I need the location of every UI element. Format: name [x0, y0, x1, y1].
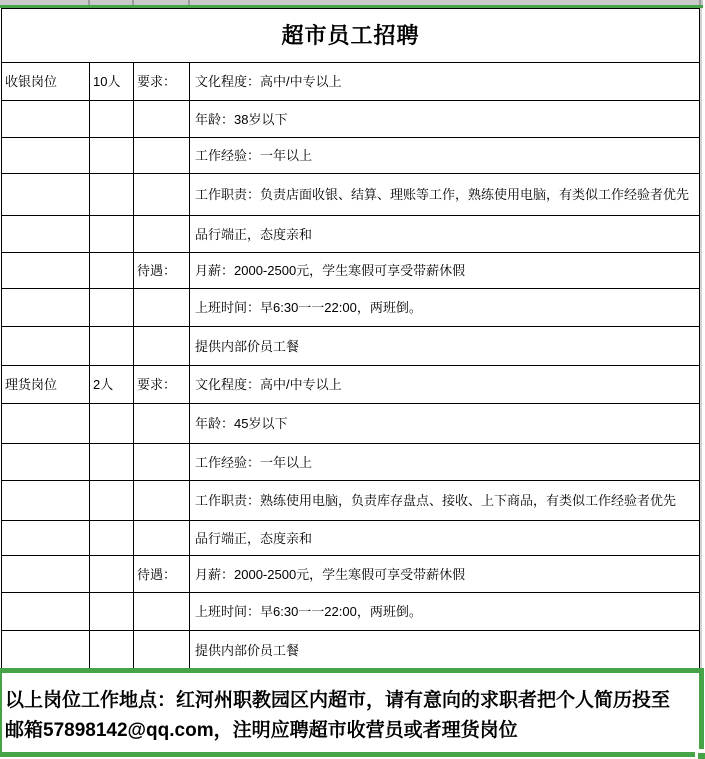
table-row	[2, 253, 699, 289]
cell-empty[interactable]	[2, 404, 90, 443]
table-row	[2, 63, 699, 101]
table-row-title	[2, 9, 699, 63]
cell-empty[interactable]	[90, 289, 134, 326]
right-gridline	[700, 8, 702, 669]
cell-empty[interactable]	[134, 289, 190, 326]
table-row	[2, 444, 699, 481]
cell-detail[interactable]: 提供内部价员工餐	[195, 642, 300, 658]
cell-empty[interactable]	[2, 174, 90, 215]
fill-handle[interactable]	[698, 753, 705, 759]
cell-empty[interactable]	[90, 593, 134, 630]
cell-empty[interactable]	[134, 444, 190, 480]
cell-empty[interactable]	[2, 556, 90, 592]
cell-empty[interactable]	[90, 631, 134, 669]
table-row	[2, 327, 699, 366]
table-row	[2, 289, 699, 327]
table-row	[2, 366, 699, 404]
cell-empty[interactable]	[134, 327, 190, 365]
cell-detail[interactable]: 年龄：45岁以下	[195, 416, 288, 431]
cell-empty[interactable]	[90, 174, 134, 215]
cell-empty[interactable]	[90, 253, 134, 288]
cell-position[interactable]: 收银岗位	[2, 63, 90, 100]
cell-headcount[interactable]: 2人	[90, 366, 134, 403]
cell-empty[interactable]	[2, 138, 90, 173]
cell-detail[interactable]: 提供内部价员工餐	[195, 338, 300, 354]
cell-empty[interactable]	[2, 101, 90, 137]
table-row	[2, 101, 699, 138]
table-row	[2, 521, 699, 556]
cell-detail[interactable]: 文化程度：高中/中专以上	[195, 377, 342, 392]
table-row	[2, 216, 699, 253]
table-row	[2, 174, 699, 216]
cell-empty[interactable]	[134, 593, 190, 630]
cell-empty[interactable]	[2, 216, 90, 252]
cell-empty[interactable]	[90, 404, 134, 443]
table-row	[2, 631, 699, 669]
cell-detail[interactable]: 工作经验：一年以上	[195, 148, 313, 163]
cell-empty[interactable]	[2, 521, 90, 555]
cell-empty[interactable]	[2, 327, 90, 365]
cell-empty[interactable]	[134, 174, 190, 215]
cell-detail[interactable]: 工作职责：负责店面收银、结算、理账等工作，熟练使用电脑，有类似工作经验者优先	[195, 187, 690, 202]
cell-empty[interactable]	[134, 521, 190, 555]
cell-empty[interactable]	[134, 631, 190, 669]
cell-empty[interactable]	[90, 327, 134, 365]
cell-label-requirement[interactable]: 要求：	[134, 366, 190, 403]
cell-empty[interactable]	[2, 289, 90, 326]
cell-empty[interactable]	[90, 216, 134, 252]
cell-detail[interactable]: 月薪：2000-2500元，学生寒假可享受带薪休假	[195, 566, 466, 582]
cell-detail[interactable]: 工作经验：一年以上	[195, 454, 313, 470]
table-row	[2, 593, 699, 631]
cell-empty[interactable]	[2, 444, 90, 480]
cell-position[interactable]: 理货岗位	[2, 366, 90, 403]
cell-empty[interactable]	[2, 481, 90, 520]
sheet-title: 超市员工招聘	[281, 23, 420, 48]
cell-empty[interactable]	[134, 216, 190, 252]
cell-empty[interactable]	[90, 444, 134, 480]
selection-border-left	[0, 668, 2, 757]
cell-detail[interactable]: 上班时间：早6:30一一22:00，两班倒。	[195, 300, 422, 315]
cell-headcount[interactable]: 10人	[90, 63, 134, 100]
table-row	[2, 138, 699, 174]
cell-detail[interactable]: 品行端正，态度亲和	[195, 530, 313, 546]
table-row	[2, 404, 699, 444]
cell-empty[interactable]	[134, 481, 190, 520]
cell-detail[interactable]: 月薪：2000-2500元，学生寒假可享受带薪休假	[195, 263, 466, 278]
table-row	[2, 481, 699, 521]
cell-empty[interactable]	[90, 521, 134, 555]
cell-detail[interactable]: 品行端正，态度亲和	[195, 226, 313, 242]
cell-detail[interactable]: 工作职责：熟练使用电脑，负责库存盘点、接收、上下商品，有类似工作经验者优先	[195, 493, 677, 508]
cell-empty[interactable]	[90, 138, 134, 173]
footer-note: 以上岗位工作地点：红河州职教园区内超市，请有意向的求职者把个人简历投至邮箱57898142@qq.com，注明应聘超市收营员或者理货岗位	[5, 690, 671, 741]
cell-empty[interactable]	[2, 631, 90, 669]
selection-border-top	[0, 668, 704, 673]
selection-border-bottom	[0, 752, 695, 757]
cell-label-requirement[interactable]: 要求：	[134, 63, 190, 100]
cell-empty[interactable]	[90, 481, 134, 520]
cell-empty[interactable]	[2, 253, 90, 288]
cell-empty[interactable]	[90, 556, 134, 592]
recruitment-table	[1, 8, 700, 670]
cell-empty[interactable]	[90, 101, 134, 137]
cell-detail[interactable]: 上班时间：早6:30一一22:00，两班倒。	[195, 604, 422, 619]
table-row	[2, 556, 699, 593]
cell-detail[interactable]: 文化程度：高中/中专以上	[195, 74, 342, 89]
cell-empty[interactable]	[134, 404, 190, 443]
cell-empty[interactable]	[2, 593, 90, 630]
cell-label-treatment[interactable]: 待遇：	[134, 253, 190, 288]
cell-empty[interactable]	[134, 138, 190, 173]
selection-border-right	[699, 668, 704, 749]
footer-cell[interactable]	[0, 673, 699, 752]
cell-empty[interactable]	[134, 101, 190, 137]
cell-label-treatment[interactable]: 待遇：	[134, 556, 190, 592]
cell-detail[interactable]: 年龄：38岁以下	[195, 111, 288, 127]
